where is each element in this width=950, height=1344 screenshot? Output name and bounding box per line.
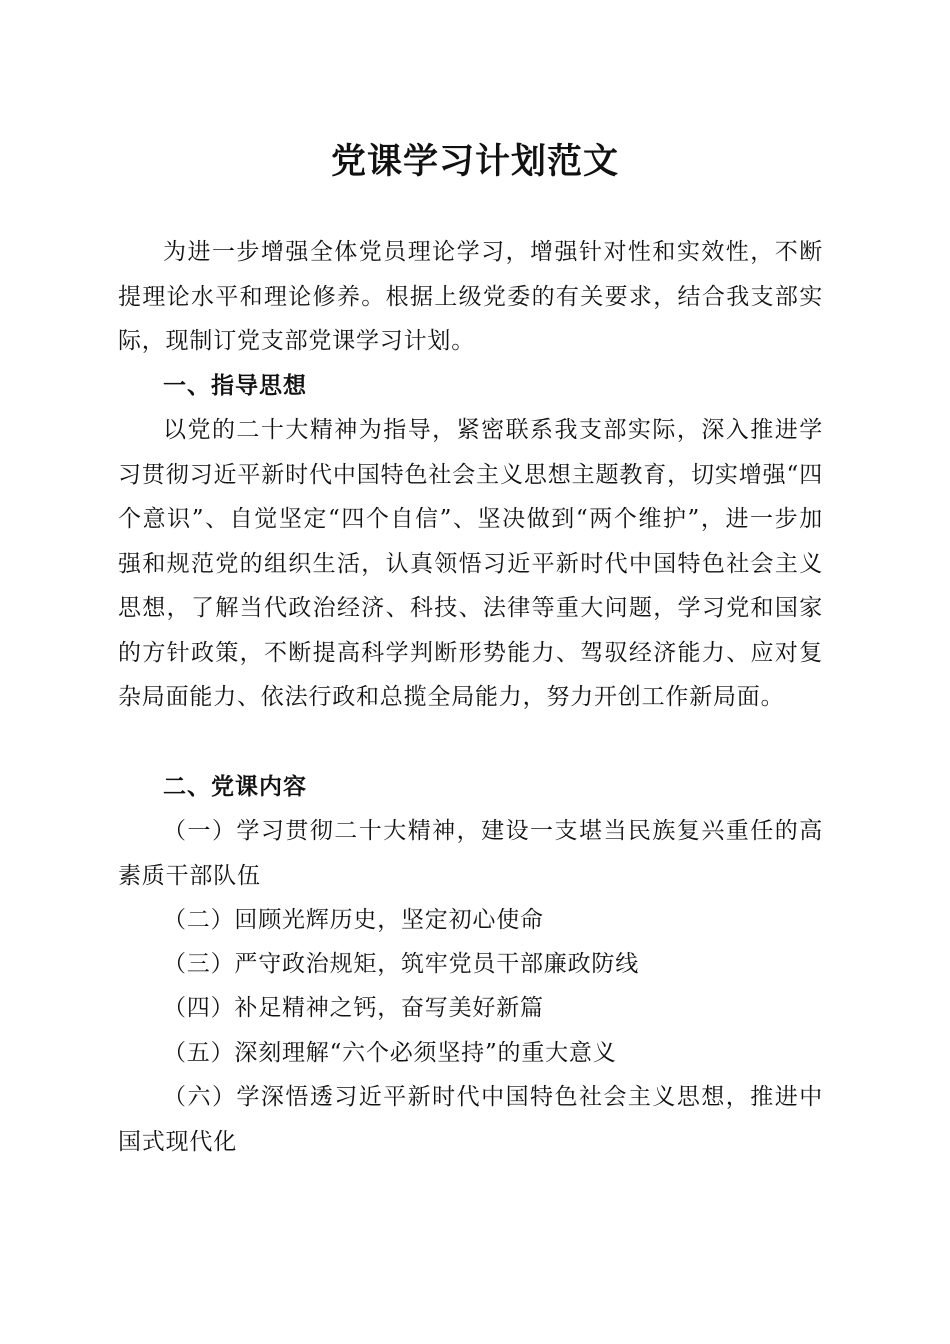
section-2-item-2-block xyxy=(118,898,823,943)
section-2-item-4-block xyxy=(118,986,823,1031)
list-item: （一）学习贯彻二十大精神，建设一支堪当民族复兴重任的高素质干部队伍 xyxy=(118,818,823,889)
list-item: （四）补足精神之钙，奋写美好新篇 xyxy=(163,995,544,1021)
list-item: （五）深刻理解“六个必须坚持”的重大意义 xyxy=(163,1040,617,1066)
intro-paragraph-block xyxy=(118,230,823,364)
section-1-paragraph: 以党的二十大精神为指导，紧密联系我支部实际，深入推进学习贯彻习近平新时代中国特色社会主义思想主题教育，切实增强“四个意识”、自觉坚定“四个自信”、坚决做到“两个维护”，进一步加强和规范党的组织生活，认真领悟习近平新时代中国特色社会主义思想，了解当代政治经济、科技、法律等重大问题，学习党和国家的方针政策，不断提高科学判断形势能力、驾驭经济能力、应对复杂局面能力、依法行政和总揽全局能力，努力开创工作新局面。 xyxy=(118,417,823,710)
document-title: 党课学习计划范文 xyxy=(330,141,619,182)
section-1-paragraph-block xyxy=(118,408,823,720)
section-2-item-1-block xyxy=(118,809,823,898)
section-2-item-5-block xyxy=(118,1031,823,1076)
list-item: （三）严守政治规矩，筑牢党员干部廉政防线 xyxy=(163,951,639,977)
list-item: （二）回顾光辉历史，坚定初心使命 xyxy=(163,907,544,933)
intro-paragraph: 为进一步增强全体党员理论学习，增强针对性和实效性，不断提理论水平和理论修养。根据上级党委的有关要求，结合我支部实际，现制订党支部党课学习计划。 xyxy=(118,239,823,354)
section-2-item-6-block xyxy=(118,1075,823,1164)
section-2-heading: 二、党课内容 xyxy=(163,774,307,800)
section-1-heading: 一、指导思想 xyxy=(163,373,307,399)
section-2-item-3-block xyxy=(118,942,823,987)
list-item: （六）学深悟透习近平新时代中国特色社会主义思想，推进中国式现代化 xyxy=(118,1084,823,1155)
